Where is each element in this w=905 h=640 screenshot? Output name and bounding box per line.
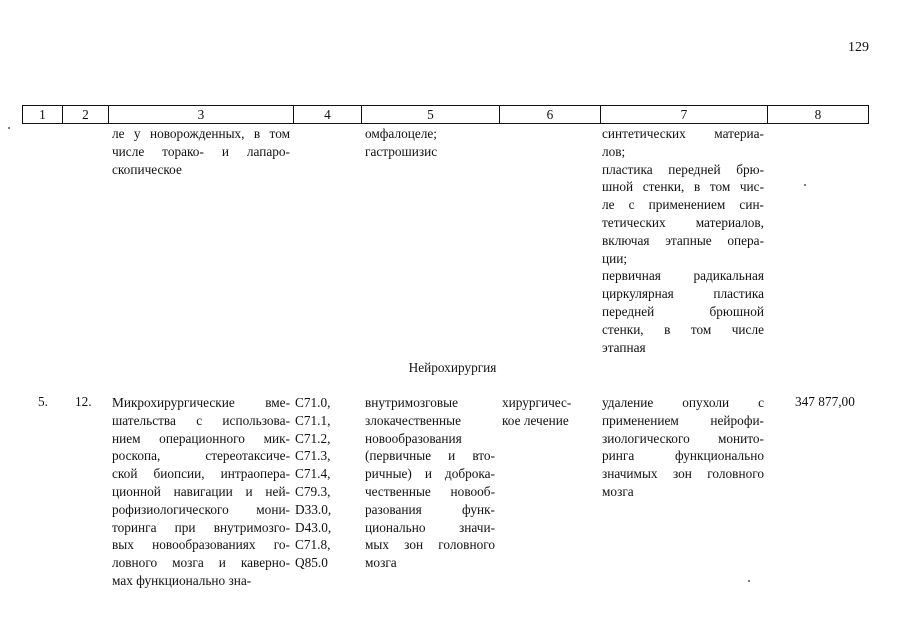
- row-col4-codes: [295, 394, 345, 572]
- column-header-8: 8: [768, 106, 869, 124]
- text-line: ционной навигации и ней-: [112, 483, 290, 499]
- text-line: пластика передней брю-: [602, 161, 764, 177]
- text-line: D33.0,: [295, 501, 332, 517]
- text-line: Микрохирургические вме-: [112, 395, 290, 410]
- text-line: числе торако- и лапаро-: [112, 143, 290, 159]
- text-line: разования функ-: [365, 501, 495, 517]
- text-line: хирургичес-: [502, 395, 572, 410]
- text-line: применением нейрофи-: [602, 412, 764, 428]
- scan-speck: [748, 580, 750, 582]
- text-line: зиологического монито-: [602, 430, 764, 446]
- text-line: C71.2,: [295, 430, 331, 446]
- text-line: ричные) и доброка-: [365, 466, 495, 482]
- text-line: новообразования: [365, 430, 462, 446]
- text-line: роскопа, стереотаксиче-: [112, 448, 290, 464]
- text-line: нием операционного мик-: [112, 430, 290, 446]
- row-col6-treatment: [502, 394, 587, 430]
- row-number: 5.: [38, 394, 48, 409]
- column-header-1: 1: [23, 106, 63, 124]
- column-header-7: 7: [601, 106, 768, 124]
- prev-row-col3: [112, 125, 290, 178]
- text-line: мах функционально зна-: [112, 572, 252, 588]
- text-line: C71.4,: [295, 466, 331, 482]
- text-line: омфалоцеле;: [365, 126, 437, 141]
- text-line: скопическое: [112, 161, 182, 177]
- text-line: злокачественные: [365, 412, 461, 428]
- text-line: C79.3,: [295, 483, 331, 499]
- text-line: передней брюшной: [602, 303, 764, 319]
- text-line: включая этапные опера-: [602, 232, 764, 248]
- text-line: мозга: [365, 555, 397, 571]
- text-line: удаление опухоли с: [602, 395, 764, 410]
- text-line: ции;: [602, 250, 628, 266]
- row-col3-description: [112, 394, 290, 590]
- text-line: вых новообразованиях го-: [112, 537, 290, 553]
- column-header-3: 3: [109, 106, 294, 124]
- page-number: 129: [848, 40, 869, 55]
- column-header-4: 4: [294, 106, 362, 124]
- prev-row-col5: [365, 125, 500, 161]
- text-line: ской биопсии, интраопера-: [112, 466, 290, 482]
- text-line: D43.0,: [295, 519, 332, 535]
- row-col7-method: [602, 394, 764, 501]
- text-line: ционально значи-: [365, 519, 495, 535]
- column-header-6: 6: [500, 106, 601, 124]
- column-header-2: 2: [63, 106, 109, 124]
- column-header-row: [22, 105, 869, 124]
- section-title: Нейрохирургия: [408, 360, 497, 375]
- text-line: Q85.0: [295, 555, 328, 571]
- text-line: лов;: [602, 143, 626, 159]
- text-line: чественные новооб-: [365, 483, 495, 499]
- text-line: гастрошизис: [365, 143, 438, 159]
- text-line: рофизиологического мони-: [112, 501, 290, 517]
- row-col5-diagnosis: [365, 394, 495, 572]
- text-line: C71.8,: [295, 537, 331, 553]
- text-line: C71.1,: [295, 412, 331, 428]
- column-header-5: 5: [362, 106, 500, 124]
- text-line: первичная радикальная: [602, 268, 764, 284]
- text-line: тетических материалов,: [602, 214, 764, 230]
- prev-row-col7: [602, 125, 764, 356]
- text-line: ле у новорожденных, в том: [112, 126, 290, 141]
- text-line: значимых зон головного: [602, 466, 764, 482]
- text-line: кое лечение: [502, 412, 569, 428]
- row-col8-price: 347 877,00: [795, 394, 855, 409]
- text-line: мозга: [602, 483, 634, 499]
- text-line: C71.3,: [295, 448, 331, 464]
- text-line: этапная: [602, 339, 646, 355]
- text-line: шной стенки, в том чис-: [602, 179, 764, 195]
- text-line: внутримозговые: [365, 395, 458, 410]
- text-line: стенки, в том числе: [602, 321, 764, 337]
- text-line: циркулярная пластика: [602, 286, 764, 302]
- text-line: синтетических материа-: [602, 126, 764, 141]
- text-line: шательства с использова-: [112, 412, 290, 428]
- text-line: ле с применением син-: [602, 197, 764, 213]
- scan-speck: [804, 184, 806, 186]
- scan-speck: [8, 127, 10, 129]
- text-line: ловного мозга и каверно-: [112, 555, 290, 571]
- text-line: торинга при внутримозго-: [112, 519, 290, 535]
- text-line: (первичные и вто-: [365, 448, 495, 464]
- text-line: C71.0,: [295, 395, 331, 410]
- text-line: мых зон головного: [365, 537, 495, 553]
- text-line: ринга функционально: [602, 448, 764, 464]
- row-subnumber: 12.: [75, 394, 92, 409]
